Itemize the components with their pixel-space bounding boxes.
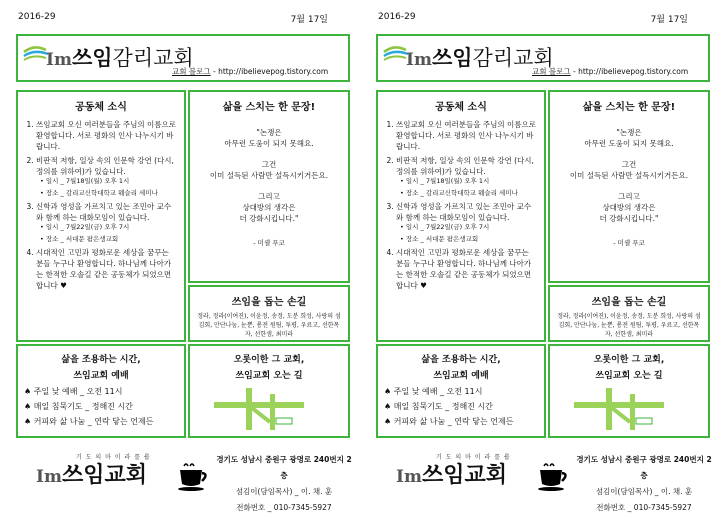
issue-date: 7월 17일: [650, 15, 688, 25]
bulletin-page-left: [8, 0, 358, 512]
worship-row: ♠ 매일 침묵기도 _ 정해진 시간: [384, 402, 493, 411]
community-news-box: [376, 90, 546, 342]
helpers-box: [188, 285, 350, 342]
news-detail: • 일시 _ 7월18일(월) 오후 1시: [40, 177, 130, 185]
news-detail: • 일시 _ 7월22일(금) 오후 7시: [40, 223, 130, 231]
issue-date: 7월 17일: [290, 15, 328, 25]
helpers-title: 쓰임을 돕는 손길: [591, 297, 667, 308]
address: 경기도 성남시 중원구 광명로 240번지 2층: [576, 455, 712, 480]
worship-row: ♠ 매일 침묵기도 _ 정해진 시간: [24, 402, 133, 411]
map-icon: [214, 388, 304, 430]
map-icon: [574, 388, 664, 430]
quote-title: 삶을 스치는 한 문장!: [582, 102, 676, 113]
news-detail: • 장소 _ 감리교신학대학교 웨슬리 세미나: [400, 189, 518, 197]
news-item: 1. 쓰임교회 오신 여러분들을 주님의 이름으로 환영합니다. 서로 평화의 인사 나누시기 바랍니다.: [396, 119, 538, 152]
news-item: 3. 신학과 영성을 가르치고 있는 조민아 교수와 함께 하는 대화모임이 있습니다. • 일시 _ 7월22일(금) 오후 7시 • 장소 _ 서대문 팜은생교회: [36, 201, 178, 244]
contact-info: [214, 452, 354, 516]
pastor: 섬김이(담임목사) _ 이. 채. 훈: [595, 487, 693, 496]
issue-number: 2016-29: [18, 12, 56, 22]
news-item: 3. 신학과 영성을 가르치고 있는 조민아 교수와 함께 하는 대화모임이 있습니다. • 일시 _ 7월22일(금) 오후 7시 • 장소 _ 서대문 팜은생교회: [396, 201, 538, 244]
community-news-title: 공동체 소식: [435, 102, 487, 113]
helpers-box: [548, 285, 710, 342]
news-item: 1. 쓰임교회 오신 여러분들을 주님의 이름으로 환영합니다. 서로 평화의 인사 나누시기 바랍니다.: [36, 119, 178, 152]
church-name: Im쓰임감리교회: [406, 46, 554, 70]
quote-author: - 미셸 푸코: [253, 239, 285, 247]
blog-link[interactable]: 교회 블로그 - http://ibelievepog.tistory.com: [532, 67, 689, 76]
news-list: [378, 119, 544, 291]
directions-box: [188, 344, 350, 438]
news-item: 4. 시대적인 고민과 평화로운 세상을 꿈꾸는 분들 누구나 환영합니다. 하나님께 나아가는 한적한 오솔길 같은 공동체가 되었으면 합니다 ♥: [36, 247, 178, 291]
news-item: 2. 비판적 저항, 일상 속의 인문학 강연 (다시, 정의를 위하여)가 있습니다. • 일시 _ 7월18일(월) 오후 1시 • 장소 _ 감리교신학대학교 웨슬리 세미나: [396, 155, 538, 198]
footer-logo: 기 도 의 마 이 라 를 룹 Im쓰임교회: [396, 454, 511, 488]
quote-title: 삶을 스치는 한 문장!: [222, 102, 316, 113]
quote-text: "논쟁은 아무런 도움이 되지 못해요. 그건 이미 설득된 사람만 설득시키거든요. 그리고 상대방의 생각은 더 강화시킵니다.": [209, 128, 329, 223]
helpers-names: 정라, 정라(이여진), 이윤정, 송정, 도분 희성, 사랑의 섬김회, 안단나눔, 눈뿐, 롱전 원팀, 투평, 우료고, 선한목자, 선한샘, 최미라: [557, 313, 701, 338]
worship-row: ♠ 주일 낮 예배 _ 오전 11시: [24, 387, 123, 396]
pastor: 섬김이(담임목사) _ 이. 채. 훈: [235, 487, 333, 496]
issue-number: 2016-29: [378, 12, 416, 22]
news-item: 2. 비판적 저항, 일상 속의 인문학 강연 (다시, 정의를 위하여)가 있습니다. • 일시 _ 7월18일(월) 오후 1시 • 장소 _ 감리교신학대학교 웨슬리 세미나: [36, 155, 178, 198]
phone: 전화번호 _ 010-7345-5927: [596, 503, 692, 512]
news-detail: • 장소 _ 서대문 팜은생교회: [400, 235, 479, 243]
worship-row: ♠ 주일 낮 예배 _ 오전 11시: [384, 387, 483, 396]
header-box: [16, 34, 350, 82]
news-detail: • 장소 _ 감리교신학대학교 웨슬리 세미나: [40, 189, 158, 197]
directions-title: 오롯이한 그 교회, 쓰임교회 오는 길: [233, 355, 305, 381]
news-detail: • 일시 _ 7월22일(금) 오후 7시: [400, 223, 490, 231]
quote-box: [188, 90, 350, 283]
phone: 전화번호 _ 010-7345-5927: [236, 503, 332, 512]
directions-title: 오롯이한 그 교회, 쓰임교회 오는 길: [593, 355, 665, 381]
worship-box: [16, 344, 186, 438]
news-detail: • 일시 _ 7월18일(월) 오후 1시: [400, 177, 490, 185]
worship-title: 삶을 조용하는 시간, 쓰임교회 예배: [61, 355, 141, 381]
date-row: [378, 12, 698, 26]
quote-box: [548, 90, 710, 283]
coffee-cup-icon: [536, 462, 572, 492]
worship-title: 삶을 조용하는 시간, 쓰임교회 예배: [421, 355, 501, 381]
helpers-names: 정라, 정라(이여진), 이윤정, 송정, 도분 희성, 사랑의 섬김회, 안단나눔, 눈뿐, 롱전 원팀, 투평, 우료고, 선한목자, 선한샘, 최미라: [197, 313, 341, 338]
contact-info: [574, 452, 714, 516]
directions-box: [548, 344, 710, 438]
helpers-title: 쓰임을 돕는 손길: [231, 297, 307, 308]
quote-author: - 미셸 푸코: [613, 239, 645, 247]
worship-row: ♠ 커피와 삶 나눔 _ 연락 닿는 언제든: [384, 417, 514, 426]
quote-text: "논쟁은 아무런 도움이 되지 못해요. 그건 이미 설득된 사람만 설득시키거든요. 그리고 상대방의 생각은 더 강화시킵니다.": [569, 128, 689, 223]
worship-box: [376, 344, 546, 438]
worship-row: ♠ 커피와 삶 나눔 _ 연락 닿는 언제든: [24, 417, 154, 426]
address: 경기도 성남시 중원구 광명로 240번지 2층: [216, 455, 352, 480]
date-row: [18, 12, 338, 26]
community-news-box: [16, 90, 186, 342]
blog-link[interactable]: 교회 블로그 - http://ibelievepog.tistory.com: [172, 67, 329, 76]
header-box: [376, 34, 710, 82]
church-name: Im쓰임감리교회: [46, 46, 194, 70]
news-item: 4. 시대적인 고민과 평화로운 세상을 꿈꾸는 분들 누구나 환영합니다. 하나님께 나아가는 한적한 오솔길 같은 공동체가 되었으면 합니다 ♥: [396, 247, 538, 291]
footer-logo: 기 도 의 마 이 라 를 룹 Im쓰임교회: [36, 454, 151, 488]
news-detail: • 장소 _ 서대문 팜은생교회: [40, 235, 119, 243]
coffee-cup-icon: [176, 462, 212, 492]
news-list: [18, 119, 184, 291]
bulletin-page-right: [368, 0, 718, 512]
community-news-title: 공동체 소식: [75, 102, 127, 113]
